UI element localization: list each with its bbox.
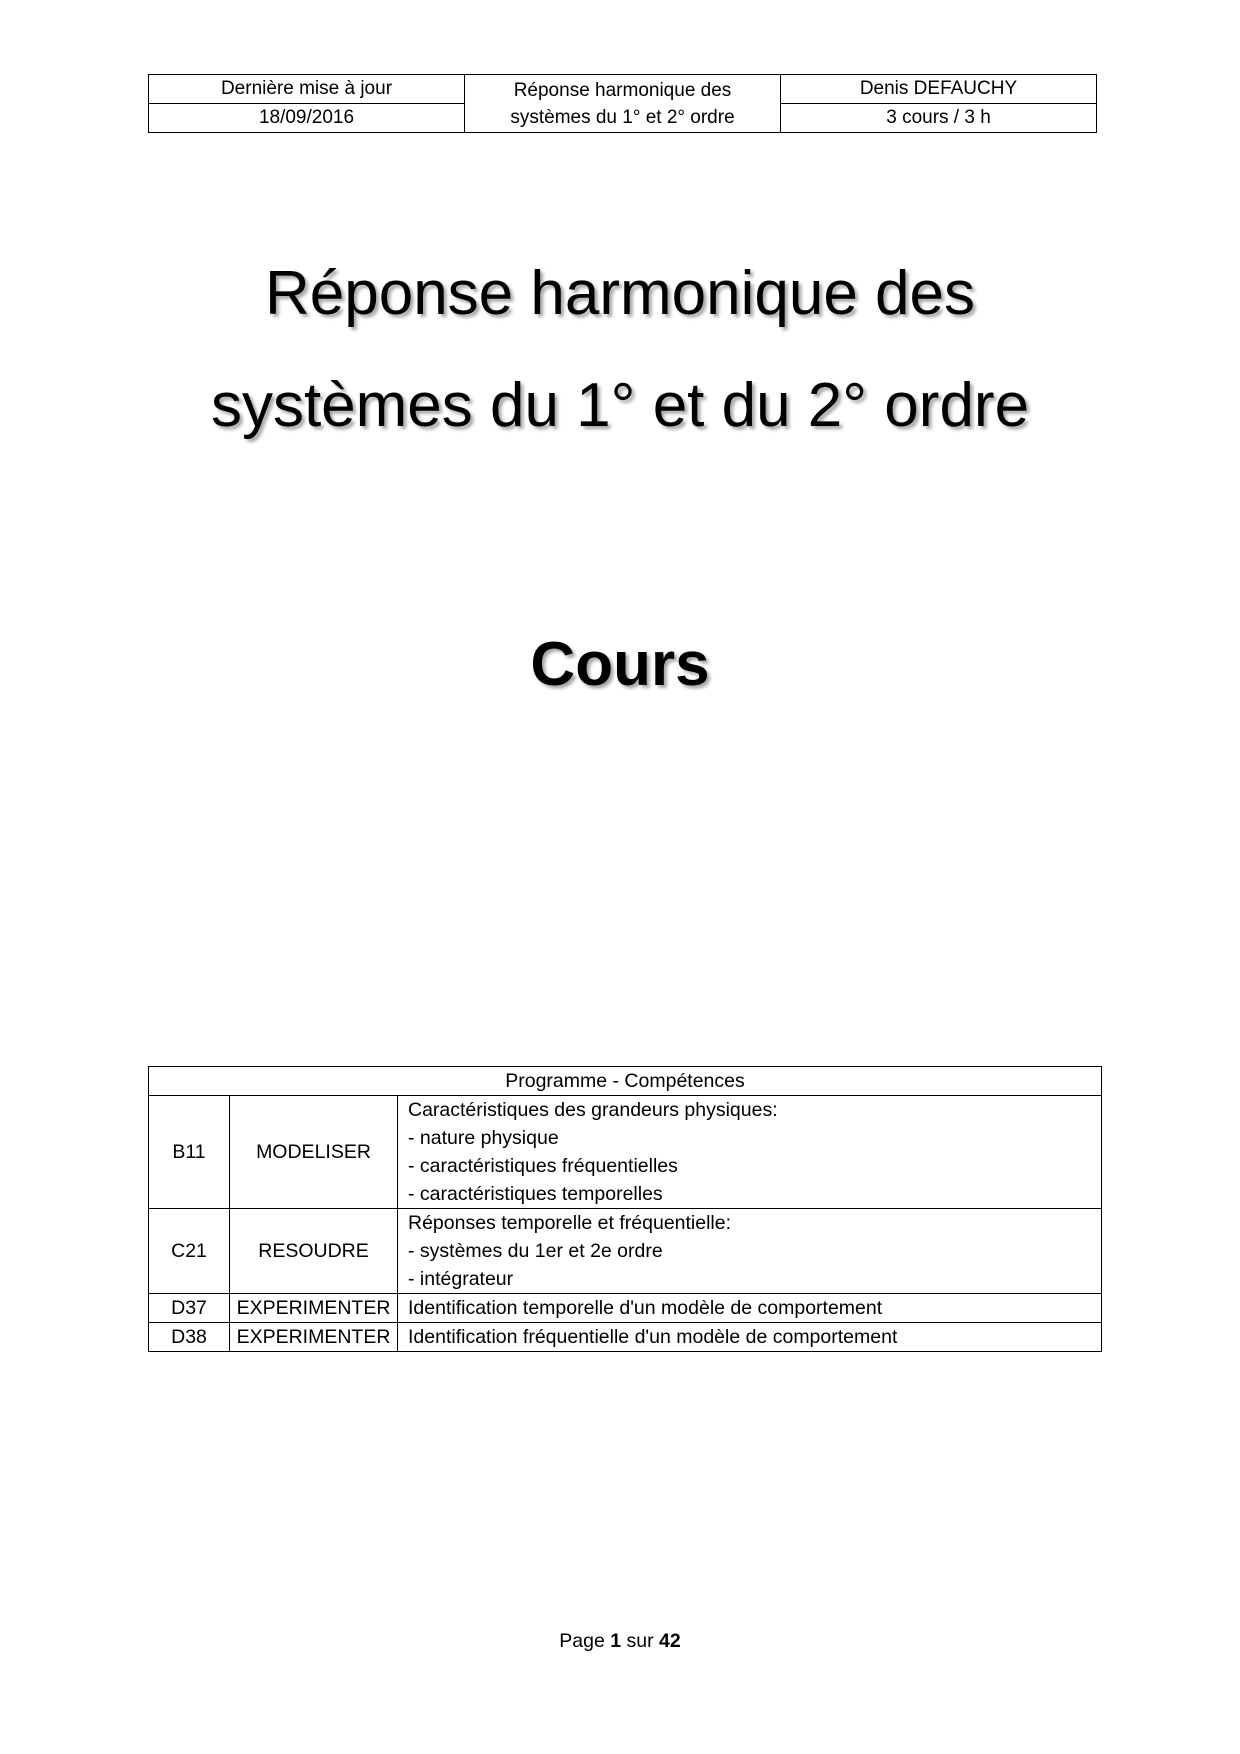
program-row: [149, 1209, 1102, 1294]
competence-domain: MODELISER: [230, 1096, 398, 1209]
program-caption: Programme - Compétences: [149, 1067, 1102, 1096]
competence-code: B11: [149, 1096, 230, 1209]
header-topic-line1: Réponse harmonique des: [513, 79, 732, 101]
page-total: 42: [659, 1630, 681, 1652]
program-row: [149, 1096, 1102, 1209]
header-topic-line2: systèmes du 1° et 2° ordre: [510, 106, 735, 128]
document-title-line2: systèmes du 1° et du 2° ordre: [210, 371, 1030, 440]
competence-description-line: Identification fréquentielle d'un modèle de comportement: [408, 1326, 898, 1348]
program-row: [149, 1323, 1102, 1352]
competence-description-line: Identification temporelle d'un modèle de comportement: [408, 1297, 883, 1319]
competence-description-line: - intégrateur: [408, 1268, 514, 1290]
update-label: Dernière mise à jour: [149, 75, 465, 104]
competence-description-line: - caractéristiques fréquentielles: [408, 1155, 678, 1177]
program-row: [149, 1294, 1102, 1323]
page-prefix: Page: [559, 1630, 605, 1652]
program-table: [148, 1066, 1102, 1352]
competence-description-line: Réponses temporelle et fréquentielle:: [408, 1212, 732, 1234]
competence-domain: EXPERIMENTER: [230, 1323, 398, 1352]
header-table: [148, 74, 1097, 133]
competence-description: [398, 1294, 1102, 1323]
competence-description: [398, 1209, 1102, 1294]
competence-description: [398, 1323, 1102, 1352]
competence-code: D37: [149, 1294, 230, 1323]
competence-code: D38: [149, 1323, 230, 1352]
header-topic: [465, 75, 781, 133]
update-date: 18/09/2016: [149, 104, 465, 133]
document-title: [0, 238, 1240, 462]
page-footer: [0, 1630, 1240, 1653]
competence-description: [398, 1096, 1102, 1209]
competence-description-line: - systèmes du 1er et 2e ordre: [408, 1240, 663, 1262]
document-subtitle: Cours: [530, 630, 710, 699]
competence-description-line: - caractéristiques temporelles: [408, 1183, 663, 1205]
header-author: Denis DEFAUCHY: [781, 75, 1097, 104]
competence-code: C21: [149, 1209, 230, 1294]
competence-description-line: Caractéristiques des grandeurs physiques:: [408, 1099, 778, 1121]
document-title-line1: Réponse harmonique des: [264, 259, 976, 328]
competence-description-line: - nature physique: [408, 1127, 559, 1149]
page-separator: sur: [626, 1630, 654, 1652]
header-duration: 3 cours / 3 h: [781, 104, 1097, 133]
competence-domain: EXPERIMENTER: [230, 1294, 398, 1323]
competence-domain: RESOUDRE: [230, 1209, 398, 1294]
page-current: 1: [610, 1630, 622, 1652]
